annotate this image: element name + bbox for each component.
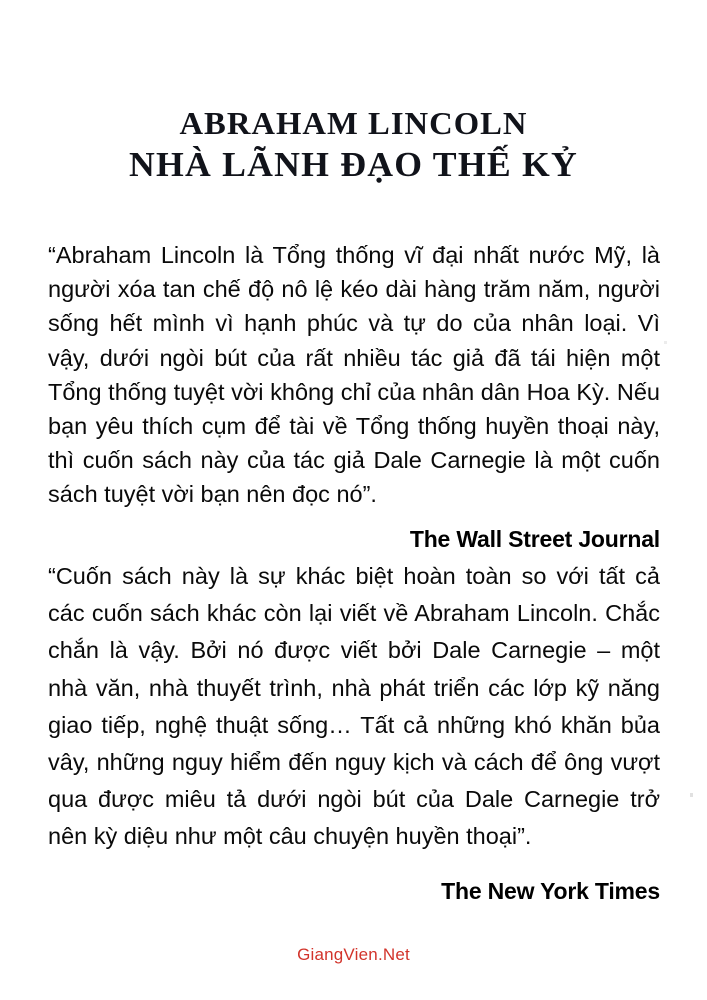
scan-artifact-speck: [690, 793, 693, 797]
page-title: [0, 104, 707, 186]
title-line-secondary: NHÀ LÃNH ĐẠO THẾ KỶ: [128, 145, 579, 184]
quote-block-new-york-times: [48, 558, 660, 905]
quote-attribution: The Wall Street Journal: [409, 525, 660, 552]
quote-text: “Abraham Lincoln là Tổng thống vĩ đại nhất nước Mỹ, là người xóa tan chế độ nô lệ kéo dài hàng trăm năm, người sống hết mình vì hạnh phúc và tự do của nhân loại. Vì vậy, dưới ngòi bút của rất nhiều tác giả đã tái hiện một Tổng thống tuyệt vời không chỉ của nhân dân Hoa Kỳ. Nếu bạn yêu thích cụm để tài về Tổng thống huyền thoại này, thì cuốn sách này của tác giả Dale Carnegie là một cuốn sách tuyệt vời bạn nên đọc nó”.: [48, 242, 660, 508]
quote-attribution: The New York Times: [441, 877, 660, 904]
scan-artifact-speck: [664, 341, 667, 344]
title-line-primary: ABRAHAM LINCOLN: [179, 105, 528, 141]
site-watermark: GiangVien.Net: [297, 945, 410, 964]
quote-block-wall-street-journal: [48, 238, 660, 553]
quote-text: “Cuốn sách này là sự khác biệt hoàn toàn so với tất cả các cuốn sách khác còn lại viết về Abraham Lincoln. Chắc chắn là vậy. Bởi nó được viết bởi Dale Carnegie – một nhà văn, nhà thuyết trình, nhà phát triển các lớp kỹ năng giao tiếp, nghệ thuật sống… Tất cả những khó khăn bủa vây, những nguy hiểm đến nguy kịch và cách để ông vượt qua được miêu tả dưới ngòi bút của Dale Carnegie trở nên kỳ diệu như một câu chuyện huyền thoại”.: [48, 563, 660, 850]
